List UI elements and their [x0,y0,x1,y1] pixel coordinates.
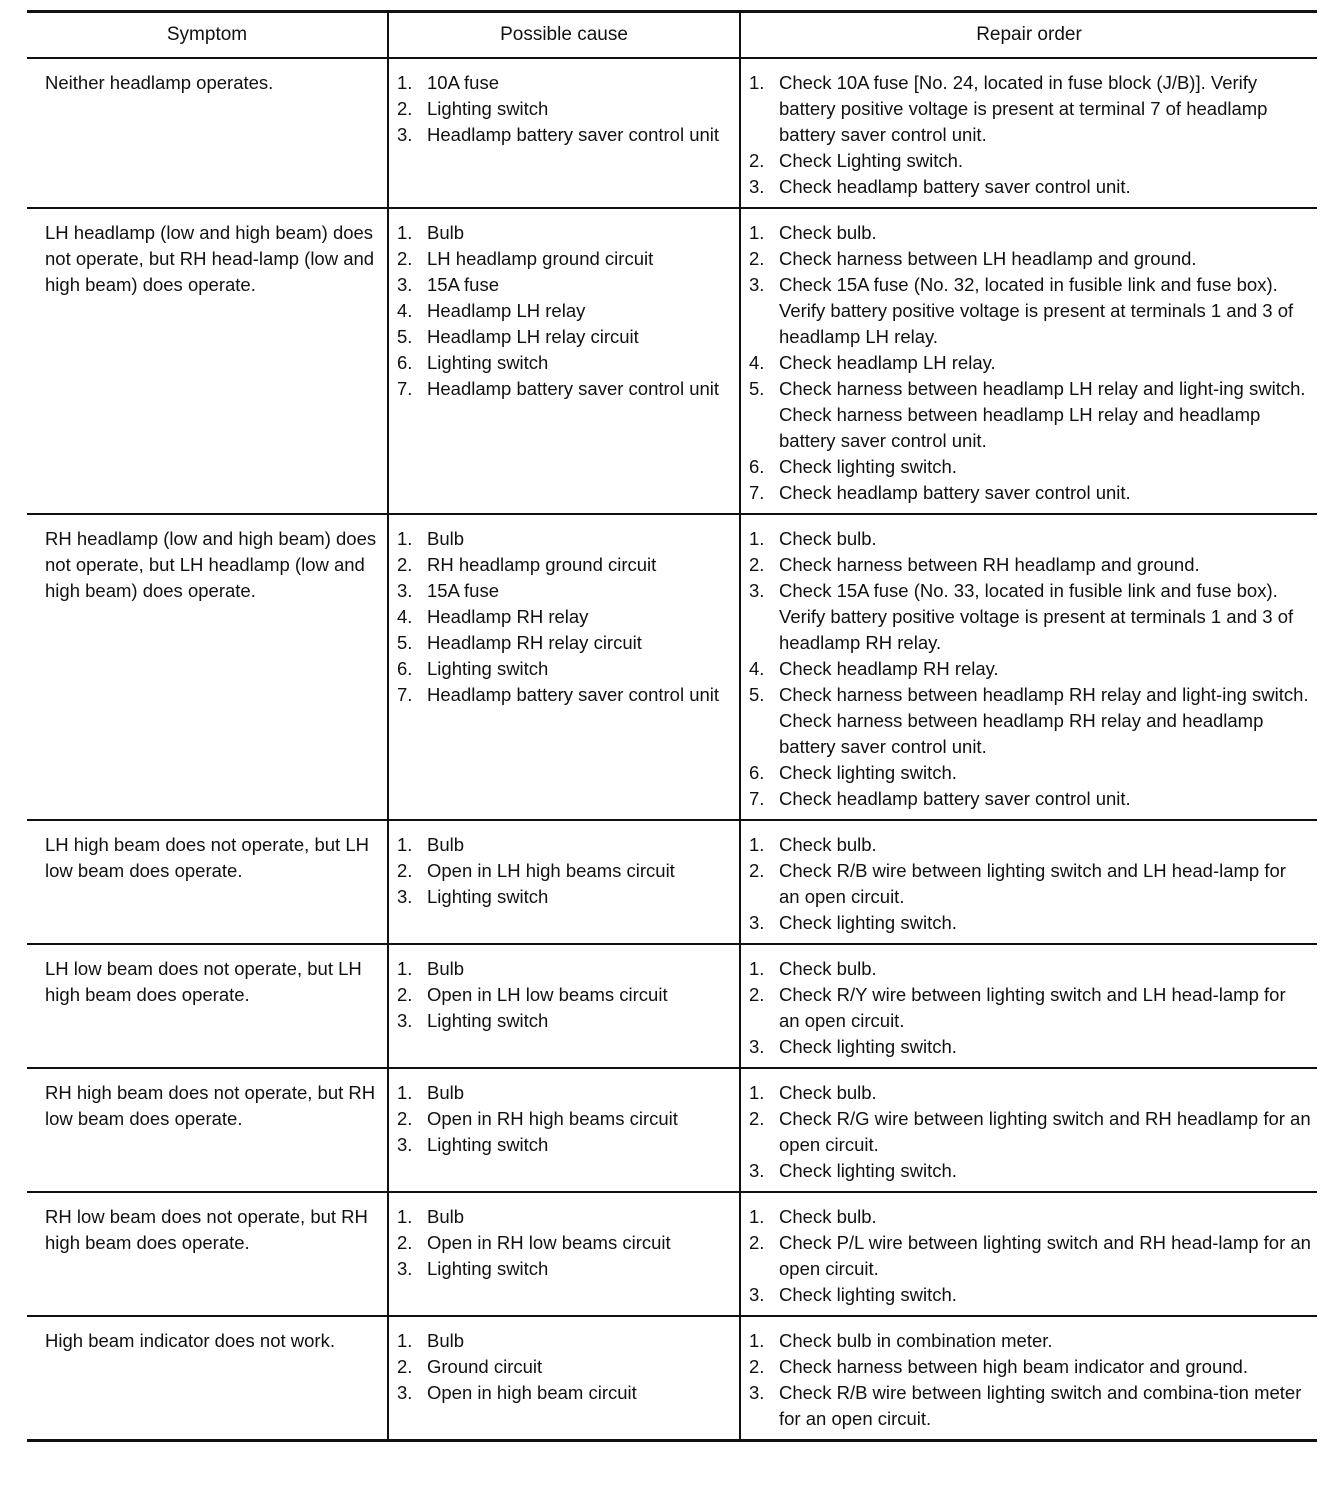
table-row [27,1192,1317,1316]
item-text: Check bulb. [779,222,877,243]
cause-item [397,122,733,148]
item-number: 3. [749,912,765,933]
item-number: 1. [397,1082,413,1103]
repair-item [749,760,1311,786]
item-text: LH headlamp ground circuit [427,248,654,269]
item-text: Lighting switch [427,1134,549,1155]
repair-item [749,220,1311,246]
item-text: Check bulb. [779,528,877,549]
repair-item [749,148,1311,174]
item-text: Check headlamp LH relay. [779,352,996,373]
item-number: 2. [749,984,765,1005]
item-number: 5. [397,326,413,347]
item-number: 3. [749,1284,765,1305]
cause-item [397,858,733,884]
cause-list [397,956,733,1034]
cause-item [397,956,733,982]
item-number: 1. [397,834,413,855]
cause-item [397,1132,733,1158]
item-text: Lighting switch [427,658,549,679]
item-number: 2. [749,150,765,171]
item-text: Check bulb in combination meter. [779,1330,1053,1351]
header-possible-cause: Possible cause [388,12,740,59]
repair-item [749,1282,1311,1308]
repair-order-cell [740,514,1317,820]
item-number: 7. [749,788,765,809]
cause-list [397,1080,733,1158]
item-text: Headlamp battery saver control unit [427,378,720,399]
item-number: 3. [749,580,765,601]
item-text: Headlamp battery saver control unit [427,124,720,145]
item-text: Check harness between headlamp RH relay and light-ing switch. [779,684,1309,705]
item-text: 15A fuse [427,274,500,295]
repair-item [749,1354,1311,1380]
cause-item [397,1080,733,1106]
cause-item [397,96,733,122]
item-number: 1. [749,834,765,855]
item-text: Bulb [427,958,465,979]
repair-list [749,1080,1311,1184]
item-number: 6. [749,762,765,783]
item-number: 2. [397,860,413,881]
repair-item [749,454,1311,480]
item-number: 3. [749,1160,765,1181]
symptom-cell: LH high beam does not operate, but LH low beam does operate. [27,820,388,944]
item-number: 3. [749,1382,765,1403]
item-text: Check R/B wire between lighting switch and combina-tion meter for an open circuit. [779,1382,1302,1429]
item-number: 2. [397,1232,413,1253]
cause-item [397,272,733,298]
possible-cause-cell [388,514,740,820]
repair-item [749,1230,1311,1282]
item-number: 3. [397,1134,413,1155]
item-number: 1. [749,1206,765,1227]
item-text: Lighting switch [427,1010,549,1031]
item-number: 7. [397,378,413,399]
item-text: Lighting switch [427,886,549,907]
repair-item [749,1158,1311,1184]
symptom-cell: RH low beam does not operate, but RH high beam does operate. [27,1192,388,1316]
cause-item [397,298,733,324]
repair-order-cell [740,1068,1317,1192]
item-number: 1. [397,222,413,243]
repair-list [749,1204,1311,1308]
item-text: 10A fuse [427,72,500,93]
troubleshooting-table-sheet [27,10,1317,1442]
item-text: Headlamp RH relay circuit [427,632,642,653]
cause-item [397,376,733,402]
item-text: Bulb [427,834,465,855]
cause-item [397,832,733,858]
item-text: Check P/L wire between lighting switch and RH head-lamp for an open circuit. [779,1232,1311,1279]
item-text: Check bulb. [779,958,877,979]
header-symptom: Symptom [27,12,388,59]
repair-list [749,1328,1311,1432]
repair-item [749,682,1311,708]
repair-item-continuation: Check harness between headlamp LH relay and headlamp battery saver control unit. [779,404,1261,451]
item-number: 2. [397,98,413,119]
repair-list [749,956,1311,1060]
possible-cause-cell [388,58,740,208]
item-number: 3. [397,274,413,295]
cause-list [397,220,733,402]
item-number: 1. [749,528,765,549]
item-number: 3. [749,1036,765,1057]
cause-item [397,1380,733,1406]
item-text: Check harness between LH headlamp and ground. [779,248,1197,269]
repair-item [749,910,1311,936]
item-text: Bulb [427,1206,465,1227]
item-text: Check Lighting switch. [779,150,964,171]
table-row [27,58,1317,208]
item-number: 1. [397,1206,413,1227]
item-text: Headlamp LH relay [427,300,586,321]
item-number: 5. [749,684,765,705]
item-number: 2. [749,248,765,269]
item-number: 2. [749,1232,765,1253]
item-text: RH headlamp ground circuit [427,554,657,575]
cause-item [397,1328,733,1354]
item-text: Check bulb. [779,834,877,855]
item-text: 15A fuse [427,580,500,601]
item-number: 5. [749,378,765,399]
item-text: Check lighting switch. [779,1284,957,1305]
cause-item [397,1354,733,1380]
item-text: Check headlamp battery saver control unit. [779,788,1131,809]
cause-list [397,526,733,708]
table-row [27,944,1317,1068]
item-number: 4. [397,300,413,321]
repair-item [749,1034,1311,1060]
cause-item [397,1008,733,1034]
item-text: Open in RH low beams circuit [427,1232,671,1253]
cause-item [397,604,733,630]
item-number: 3. [749,274,765,295]
repair-item [749,1380,1311,1432]
item-number: 4. [397,606,413,627]
item-text: Open in LH high beams circuit [427,860,675,881]
item-text: Open in RH high beams circuit [427,1108,678,1129]
item-number: 3. [397,886,413,907]
possible-cause-cell [388,208,740,514]
item-text: Bulb [427,222,465,243]
possible-cause-cell [388,820,740,944]
table-row [27,1316,1317,1441]
item-text: Check lighting switch. [779,1036,957,1057]
item-number: 2. [397,1356,413,1377]
repair-item [749,832,1311,858]
item-text: Check harness between RH headlamp and ground. [779,554,1200,575]
item-text: Check R/G wire between lighting switch and RH headlamp for an open circuit. [779,1108,1311,1155]
item-number: 4. [749,352,765,373]
item-text: Check lighting switch. [779,456,957,477]
cause-item [397,220,733,246]
item-text: Bulb [427,1330,465,1351]
repair-item [749,1328,1311,1354]
troubleshooting-table [27,10,1317,1442]
item-number: 2. [749,1356,765,1377]
cause-item [397,1230,733,1256]
repair-order-cell [740,1192,1317,1316]
item-text: Headlamp battery saver control unit [427,684,720,705]
cause-item [397,526,733,552]
repair-item [749,1080,1311,1106]
item-number: 2. [397,554,413,575]
item-number: 3. [749,176,765,197]
cause-item [397,70,733,96]
symptom-cell: LH low beam does not operate, but LH high beam does operate. [27,944,388,1068]
repair-list [749,832,1311,936]
item-number: 6. [749,456,765,477]
symptom-cell: High beam indicator does not work. [27,1316,388,1441]
item-text: Bulb [427,1082,465,1103]
cause-item [397,552,733,578]
cause-item [397,1204,733,1230]
item-text: Headlamp LH relay circuit [427,326,639,347]
item-number: 7. [397,684,413,705]
cause-item [397,324,733,350]
repair-item [749,786,1311,812]
item-number: 2. [397,248,413,269]
item-text: Check harness between high beam indicator and ground. [779,1356,1248,1377]
item-text: Check headlamp RH relay. [779,658,999,679]
item-text: Check lighting switch. [779,912,957,933]
repair-item [749,70,1311,148]
cause-list [397,70,733,148]
table-row [27,514,1317,820]
item-number: 1. [749,72,765,93]
possible-cause-cell [388,944,740,1068]
cause-item [397,656,733,682]
item-text: Check lighting switch. [779,762,957,783]
repair-order-cell [740,820,1317,944]
item-number: 1. [397,72,413,93]
symptom-cell: RH high beam does not operate, but RH low beam does operate. [27,1068,388,1192]
table-body [27,58,1317,1441]
item-text: Check 15A fuse (No. 33, located in fusible link and fuse box). Verify battery positive voltage is present at terminals 1 and 3 of headlamp RH relay. [779,580,1294,653]
repair-order-cell [740,1316,1317,1441]
item-number: 1. [749,1330,765,1351]
cause-list [397,1328,733,1406]
item-text: Lighting switch [427,1258,549,1279]
item-number: 2. [397,1108,413,1129]
repair-item [749,1106,1311,1158]
table-row [27,1068,1317,1192]
item-text: Check headlamp battery saver control unit. [779,176,1131,197]
item-text: Check bulb. [779,1082,877,1103]
cause-item [397,1106,733,1132]
header-row [27,12,1317,59]
possible-cause-cell [388,1192,740,1316]
repair-item [749,578,1311,656]
repair-item [749,350,1311,376]
item-text: Lighting switch [427,98,549,119]
possible-cause-cell [388,1068,740,1192]
cause-item [397,350,733,376]
item-text: Open in high beam circuit [427,1382,637,1403]
repair-item [749,272,1311,350]
item-text: Lighting switch [427,352,549,373]
possible-cause-cell [388,1316,740,1441]
repair-item [749,1204,1311,1230]
item-number: 3. [397,1382,413,1403]
repair-item [749,376,1311,402]
repair-order-cell [740,944,1317,1068]
repair-item [749,526,1311,552]
symptom-cell: Neither headlamp operates. [27,58,388,208]
item-text: Bulb [427,528,465,549]
repair-list [749,220,1311,506]
item-text: Headlamp RH relay [427,606,589,627]
cause-item [397,630,733,656]
item-text: Check bulb. [779,1206,877,1227]
item-number: 1. [397,1330,413,1351]
symptom-cell: LH headlamp (low and high beam) does not operate, but RH head-lamp (low and high beam) does operate. [27,208,388,514]
item-number: 1. [749,1082,765,1103]
repair-list [749,526,1311,812]
cause-item [397,982,733,1008]
item-number: 5. [397,632,413,653]
table-row [27,208,1317,514]
repair-item [749,858,1311,910]
repair-item-continuation: Check harness between headlamp RH relay and headlamp battery saver control unit. [779,710,1264,757]
repair-item [749,656,1311,682]
cause-item [397,578,733,604]
cause-item [397,1256,733,1282]
repair-order-cell [740,58,1317,208]
repair-item [749,480,1311,506]
item-text: Check 15A fuse (No. 32, located in fusible link and fuse box). Verify battery positive voltage is present at terminals 1 and 3 of headlamp LH relay. [779,274,1294,347]
repair-order-cell [740,208,1317,514]
item-number: 7. [749,482,765,503]
item-number: 2. [749,554,765,575]
item-number: 2. [749,860,765,881]
item-number: 1. [397,528,413,549]
item-number: 6. [397,352,413,373]
cause-list [397,832,733,910]
cause-item [397,682,733,708]
cause-item [397,884,733,910]
item-text: Ground circuit [427,1356,543,1377]
header-repair-order: Repair order [740,12,1317,59]
item-number: 3. [397,124,413,145]
item-text: Open in LH low beams circuit [427,984,668,1005]
item-text: Check R/B wire between lighting switch and LH head-lamp for an open circuit. [779,860,1286,907]
item-text: Check headlamp battery saver control unit. [779,482,1131,503]
repair-item [749,956,1311,982]
item-text: Check R/Y wire between lighting switch and LH head-lamp for an open circuit. [779,984,1286,1031]
item-number: 2. [397,984,413,1005]
item-number: 3. [397,1010,413,1031]
item-number: 1. [749,958,765,979]
item-text: Check 10A fuse [No. 24, located in fuse block (J/B)]. Verify battery positive voltage is present at terminal 7 of headlamp battery saver control unit. [779,72,1268,145]
item-text: Check harness between headlamp LH relay and light-ing switch. [779,378,1306,399]
item-number: 2. [749,1108,765,1129]
item-number: 3. [397,580,413,601]
repair-item [749,246,1311,272]
item-number: 3. [397,1258,413,1279]
item-number: 1. [749,222,765,243]
cause-item [397,246,733,272]
table-row [27,820,1317,944]
repair-item [749,552,1311,578]
item-number: 4. [749,658,765,679]
item-number: 1. [397,958,413,979]
item-text: Check lighting switch. [779,1160,957,1181]
cause-list [397,1204,733,1282]
repair-item [749,174,1311,200]
symptom-cell: RH headlamp (low and high beam) does not operate, but LH headlamp (low and high beam) does operate. [27,514,388,820]
repair-list [749,70,1311,200]
item-number: 6. [397,658,413,679]
repair-item [749,982,1311,1034]
